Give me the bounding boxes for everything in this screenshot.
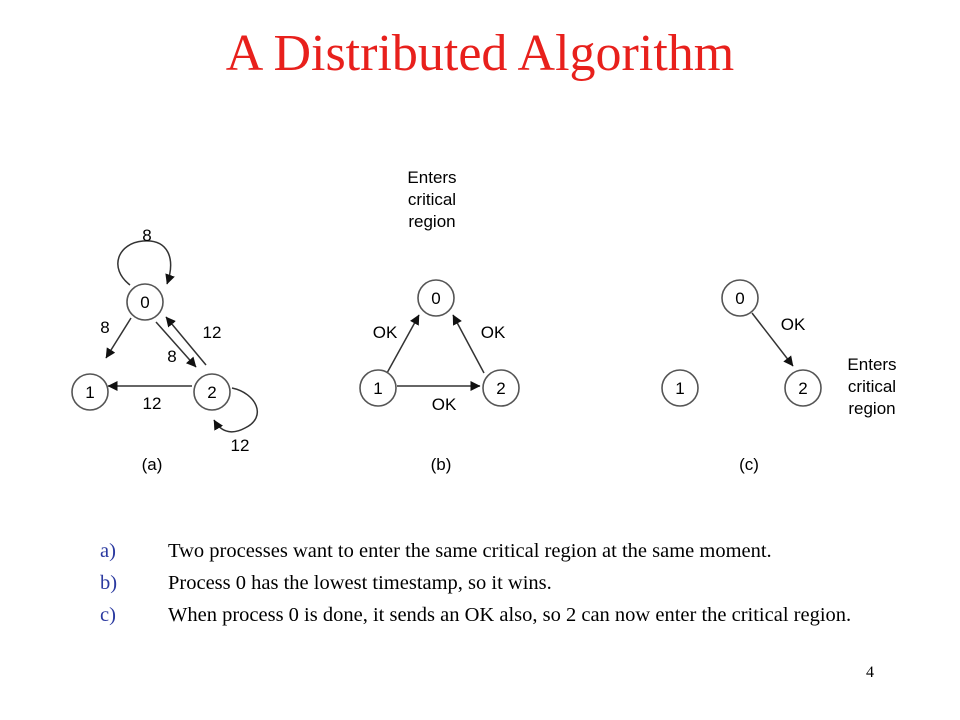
node-label: 1 — [85, 383, 95, 402]
loop-label-node-2: 12 — [230, 436, 250, 455]
loop-label-node-0: 8 — [142, 226, 152, 245]
panel-a — [72, 226, 257, 474]
node-label: 2 — [496, 379, 506, 398]
list-item-text: Two processes want to enter the same critical region at the same moment. — [168, 540, 772, 562]
edge-label-0-to-1: 8 — [100, 318, 110, 337]
list-item-text: When process 0 is done, it sends an OK also, so 2 can now enter the critical region. — [168, 604, 852, 626]
node-label: 0 — [735, 289, 745, 308]
edge-2-to-0 — [453, 315, 484, 373]
annotation-line: critical — [847, 377, 897, 396]
node-label: 0 — [140, 293, 150, 312]
list-item — [100, 572, 870, 594]
node-label: 0 — [431, 289, 441, 308]
list-marker: a) — [100, 540, 116, 562]
node-label: 2 — [207, 383, 217, 402]
node-label: 1 — [675, 379, 685, 398]
loop-arrow-node-0 — [118, 241, 171, 285]
annotation-line: region — [848, 399, 896, 418]
panel-c — [662, 280, 897, 474]
edge-label-0-to-2: OK — [780, 315, 806, 334]
panel-caption-b: (b) — [430, 455, 452, 474]
page-number: 4 — [866, 664, 874, 681]
annotation-line: critical — [407, 190, 457, 209]
list-marker: b) — [100, 572, 118, 594]
list-item — [100, 540, 870, 562]
edge-label-2-to-0: 12 — [202, 323, 222, 342]
panel-caption-c: (c) — [739, 455, 759, 474]
list-marker: c) — [100, 604, 116, 626]
edge-label-1-to-0: OK — [372, 323, 398, 342]
list-item-text: Process 0 has the lowest timestamp, so it wins. — [168, 572, 552, 594]
annotation-line: Enters — [407, 168, 457, 187]
edge-label-1-to-2: OK — [431, 395, 457, 414]
edge-0-to-1 — [106, 318, 131, 358]
annotation-line: region — [408, 212, 456, 231]
panel-caption-a: (a) — [141, 455, 163, 474]
edge-label-0-to-2: 8 — [167, 347, 177, 366]
edge-label-2-to-1: 12 — [142, 394, 162, 413]
annotation-line: Enters — [847, 355, 897, 374]
list-item — [100, 604, 870, 626]
panel-b — [360, 168, 519, 474]
node-label: 2 — [798, 379, 808, 398]
page-title: A Distributed Algorithm — [225, 25, 735, 82]
explanation-list — [100, 540, 870, 636]
node-label: 1 — [373, 379, 383, 398]
edge-label-2-to-0: OK — [480, 323, 506, 342]
